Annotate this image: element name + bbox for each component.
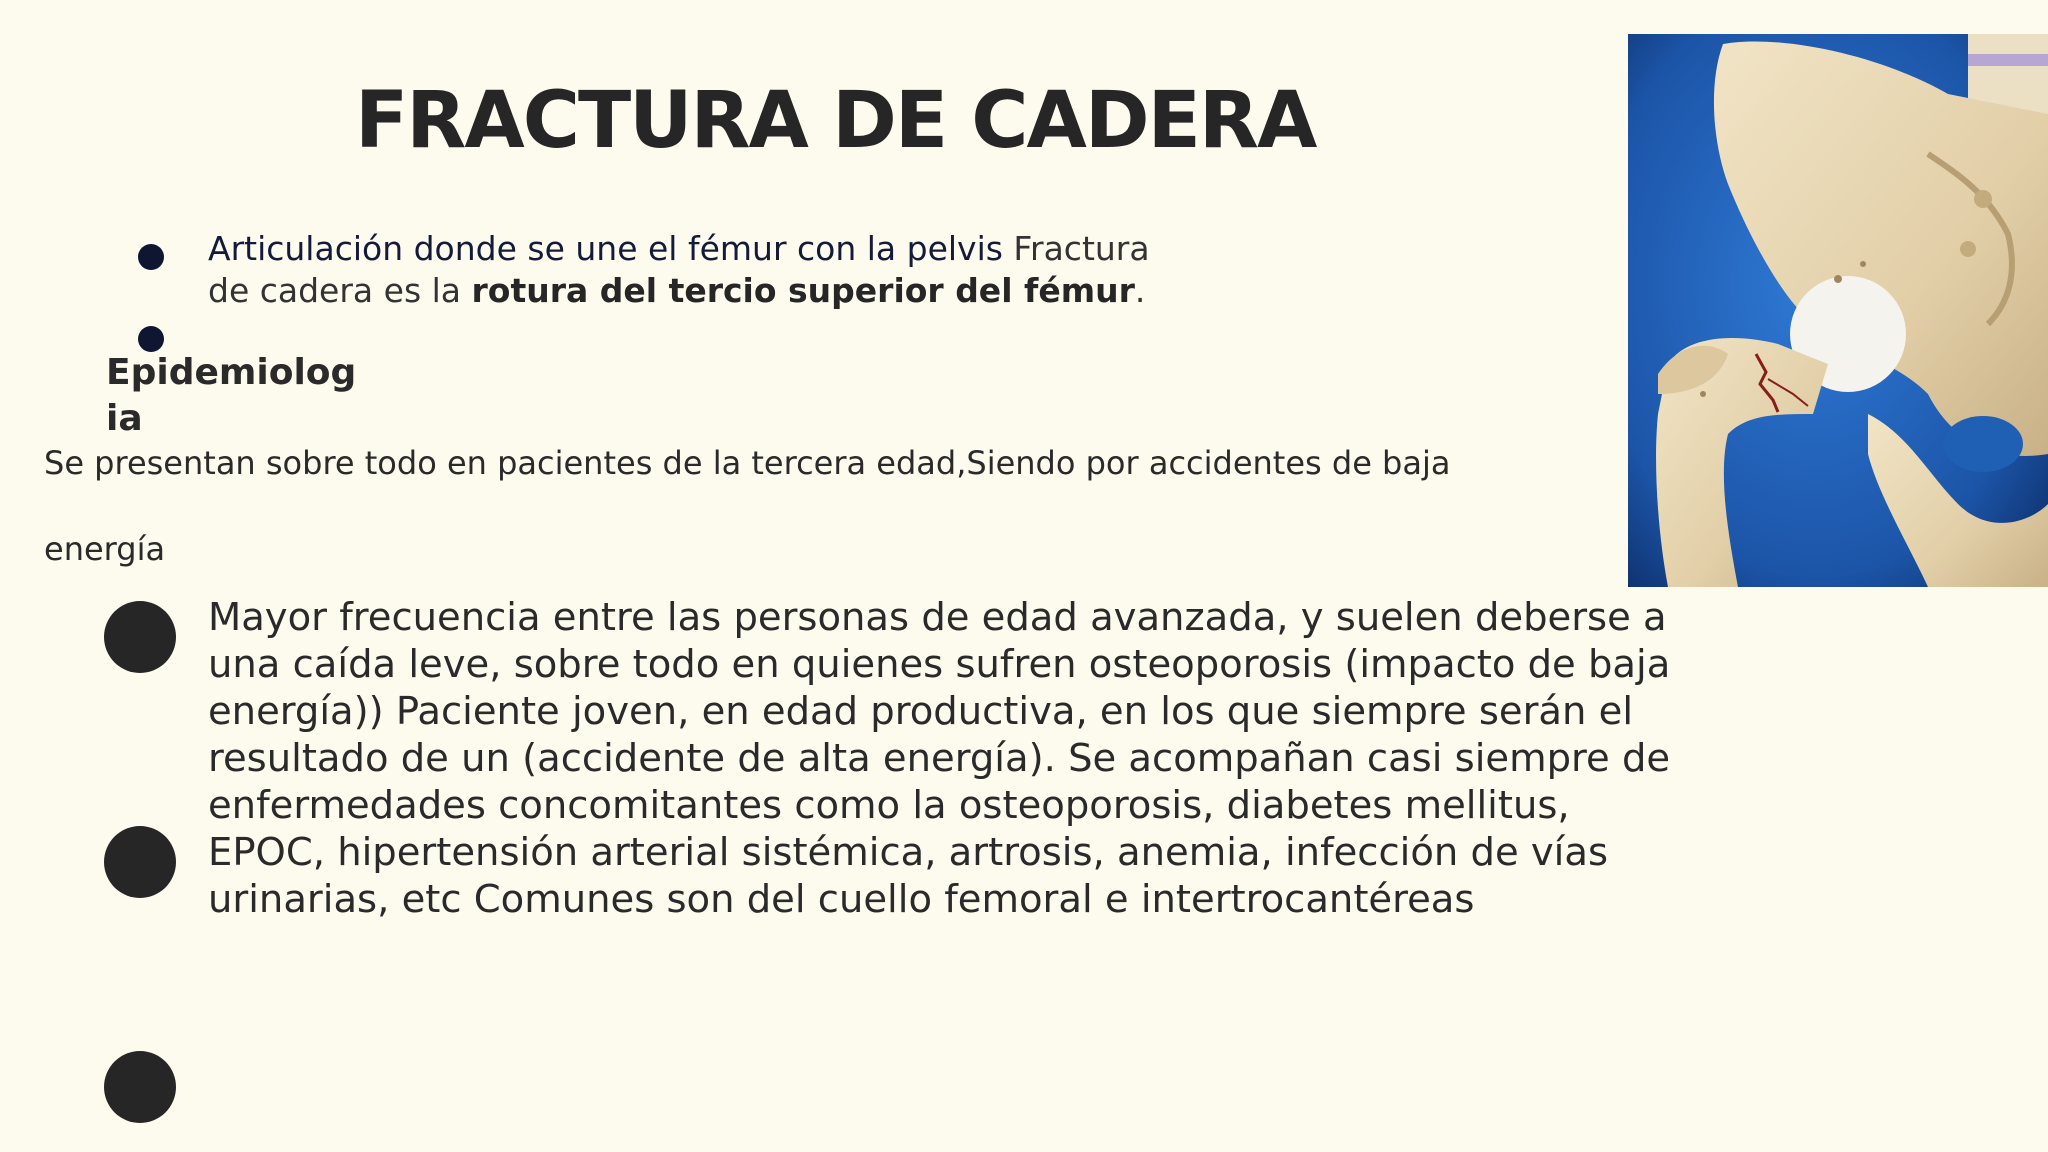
bullet-dot (138, 244, 164, 270)
intro-fracture: Fractura de cadera es la (208, 229, 1150, 310)
bullet-dot (104, 601, 176, 673)
bullet-dot (104, 826, 176, 898)
intro-definition: Articulación donde se une el fémur con la pelvis (208, 229, 1003, 268)
intro-text (208, 228, 1158, 312)
bullet-dot (104, 1051, 176, 1123)
intro-end: . (1134, 271, 1146, 310)
hip-fracture-illustration (1628, 34, 2048, 587)
main-paragraph: Mayor frecuencia entre las personas de edad avanzada, y suelen deberse a una caída leve, sobre todo en quienes sufren osteoporosis (impacto de baja energía)) Paciente joven, en edad productiva, en los que siempre serán el resultado de un (accidente de alta energía). Se acompañan casi siempre de enfermedades concomitantes como la osteoporosis, diabetes mellitus, EPOC, hipertensión arterial sistémica, artrosis, anemia, infección de vías urinarias, etc Comunes son del cuello femoral e intertrocantéreas (208, 595, 1671, 922)
intro-bold: rotura del tercio superior del fémur (471, 271, 1135, 310)
slide-title: FRACTURA DE CADERA (355, 76, 1316, 166)
presentation-line-continued: energía (44, 530, 166, 568)
epidemiology-heading: Epidemiologia (106, 352, 357, 439)
presentation-line: Se presentan sobre todo en pacientes de la tercera edad,Siendo por accidentes de baja (44, 444, 1451, 482)
hip-fracture-image (1628, 34, 2048, 587)
bullet-dot (138, 326, 164, 352)
